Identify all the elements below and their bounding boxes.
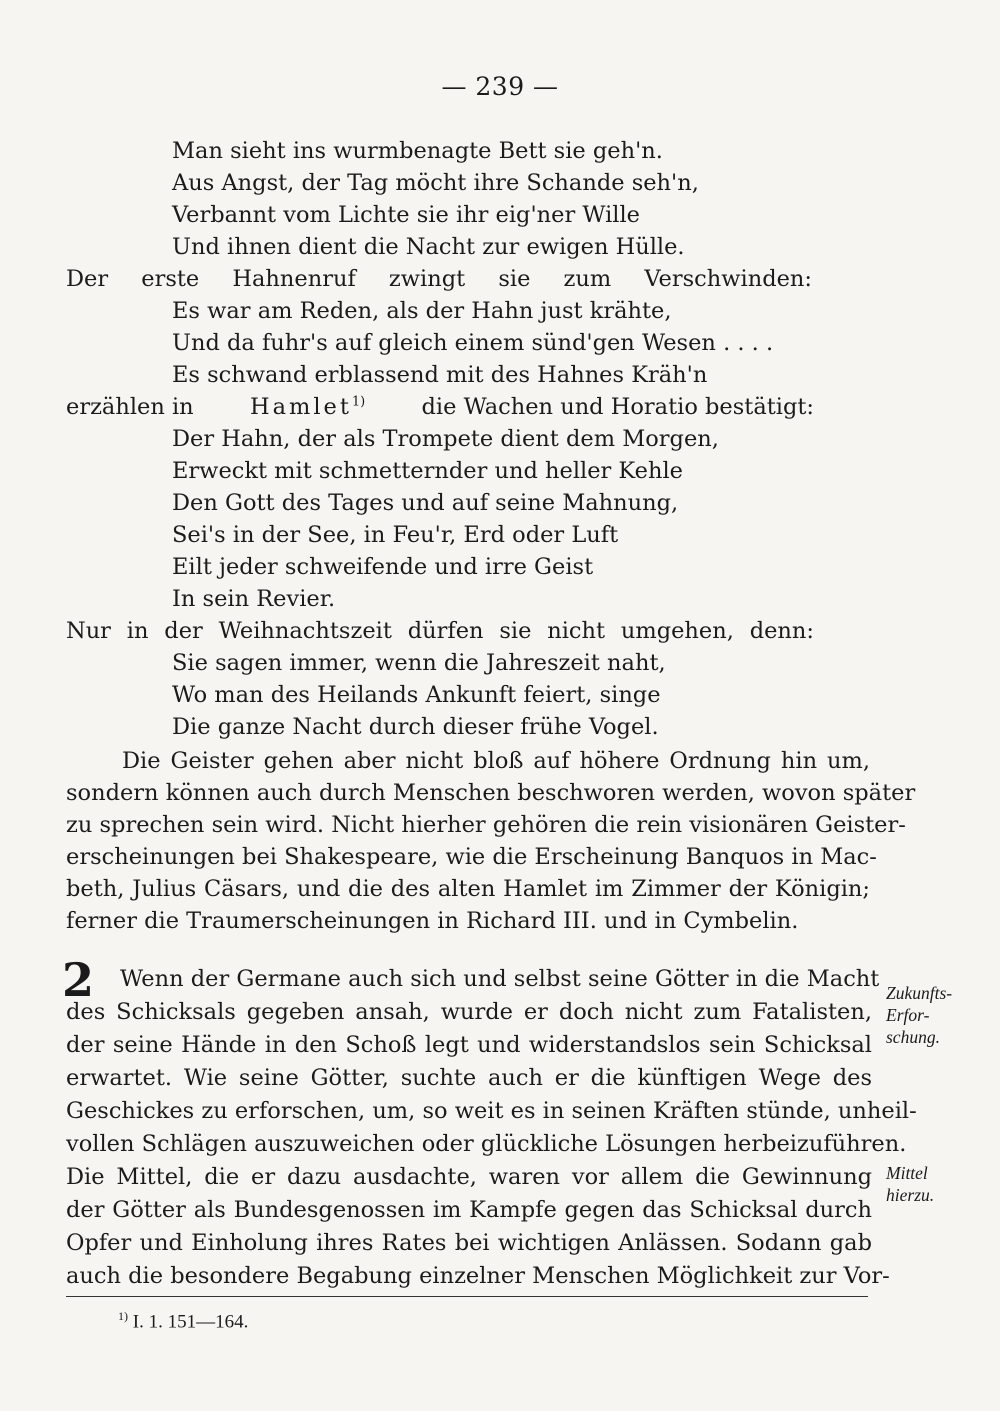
paragraph-line: der Götter als Bundesgenossen im Kampfe gegen das Schicksal durch bbox=[66, 1197, 872, 1223]
verse-line: Aus Angst, der Tag möcht ihre Schande seh'n, bbox=[172, 170, 699, 196]
margin-note-line: Zukunfts- bbox=[886, 983, 953, 1003]
verse-line: Den Gott des Tages und auf seine Mahnung, bbox=[172, 490, 679, 516]
verse-line: Eilt jeder schweifende und irre Geist bbox=[172, 554, 594, 580]
footnote-mark: 1) bbox=[118, 1309, 128, 1323]
hamlet-work-title bbox=[250, 396, 365, 419]
paragraph-line: Opfer und Einholung ihres Rates bei wichtigen Anlässen. Sodann gab bbox=[66, 1230, 872, 1256]
margin-note-mittel bbox=[886, 1162, 934, 1206]
verse-line: Verbannt vom Lichte sie ihr eig'ner Wille bbox=[172, 202, 640, 228]
margin-note-line: Erfor- bbox=[886, 1005, 930, 1025]
verse-line: Wo man des Heilands Ankunft feiert, singe bbox=[172, 682, 661, 708]
paragraph-line: Die Mittel, die er dazu ausdachte, waren vor allem die Gewinnung bbox=[66, 1164, 872, 1190]
prose-line: Nur in der Weihnachtszeit dürfen sie nicht umgehen, denn: bbox=[66, 618, 814, 644]
margin-note-zukunft bbox=[886, 982, 952, 1048]
paragraph-line: vollen Schlägen auszuweichen oder glückliche Lösungen herbeizuführen. bbox=[66, 1131, 907, 1157]
verse-line: Und ihnen dient die Nacht zur ewigen Hülle. bbox=[172, 234, 685, 260]
verse-line: Erweckt mit schmetternder und heller Kehle bbox=[172, 458, 683, 484]
margin-note-line: schung. bbox=[886, 1027, 940, 1047]
paragraph-line: zu sprechen sein wird. Nicht hierher gehören die rein visionären Geister- bbox=[66, 812, 906, 838]
verse-line: In sein Revier. bbox=[172, 586, 336, 612]
paragraph-line: erscheinungen bei Shakespeare, wie die Erscheinung Banquos in Mac- bbox=[66, 844, 877, 870]
paragraph-line: der seine Hände in den Schoß legt und widerstandslos sein Schicksal bbox=[66, 1032, 872, 1058]
verse-line: Der Hahn, der als Trompete dient dem Morgen, bbox=[172, 426, 719, 452]
paragraph-line: des Schicksals gegeben ansah, wurde er doch nicht zum Fatalisten, bbox=[66, 999, 872, 1025]
footnote-divider bbox=[66, 1296, 868, 1297]
paragraph-line: Die Geister gehen aber nicht bloß auf höhere Ordnung hin um, bbox=[122, 748, 870, 774]
paragraph-line: beth, Julius Cäsars, und die des alten Hamlet im Zimmer der Königin; bbox=[66, 876, 870, 902]
footnote bbox=[118, 1309, 248, 1333]
work-title: Hamlet bbox=[249, 394, 352, 420]
hamlet-pre: erzählen in bbox=[66, 394, 194, 420]
verse-line: Es schwand erblassend mit des Hahnes Kräh'n bbox=[172, 362, 708, 388]
footnote-ref[interactable]: 1) bbox=[351, 394, 366, 410]
paragraph-line: Geschickes zu erforschen, um, so weit es in seinen Kräften stünde, unheil- bbox=[66, 1098, 917, 1124]
verse-line: Und da fuhr's auf gleich einem sünd'gen Wesen . . . . bbox=[172, 330, 774, 356]
footnote-text: I. 1. 151—164. bbox=[132, 1311, 249, 1333]
margin-note-line: Mittel bbox=[886, 1163, 928, 1183]
verse-line: Die ganze Nacht durch dieser frühe Vogel. bbox=[172, 714, 659, 740]
paragraph-line: sondern können auch durch Menschen beschworen werden, wovon später bbox=[66, 780, 916, 806]
prose-line-hamlet bbox=[66, 396, 814, 419]
paragraph-line: erwartet. Wie seine Götter, suchte auch er die künftigen Wege des bbox=[66, 1065, 872, 1091]
paragraph-line: ferner die Traumerscheinungen in Richard III. und in Cymbelin. bbox=[66, 908, 799, 934]
verse-line: Sei's in der See, in Feu'r, Erd oder Luft bbox=[172, 522, 619, 548]
verse-line: Es war am Reden, als der Hahn just krähte, bbox=[172, 298, 672, 324]
prose-line: Der erste Hahnenruf zwingt sie zum Verschwinden: bbox=[66, 266, 812, 292]
paragraph-line: auch die besondere Begabung einzelner Menschen Möglichkeit zur Vor- bbox=[66, 1263, 890, 1289]
paragraph-line: Wenn der Germane auch sich und selbst seine Götter in die Macht bbox=[120, 966, 880, 992]
verse-line: Sie sagen immer, wenn die Jahreszeit naht, bbox=[172, 650, 666, 676]
margin-note-line: hierzu. bbox=[886, 1185, 935, 1205]
hamlet-post: die Wachen und Horatio bestätigt: bbox=[421, 394, 814, 420]
page-number: — 239 — bbox=[441, 72, 559, 101]
verse-line: Man sieht ins wurmbenagte Bett sie geh'n. bbox=[172, 138, 663, 164]
section-number: 2 bbox=[62, 953, 95, 1007]
